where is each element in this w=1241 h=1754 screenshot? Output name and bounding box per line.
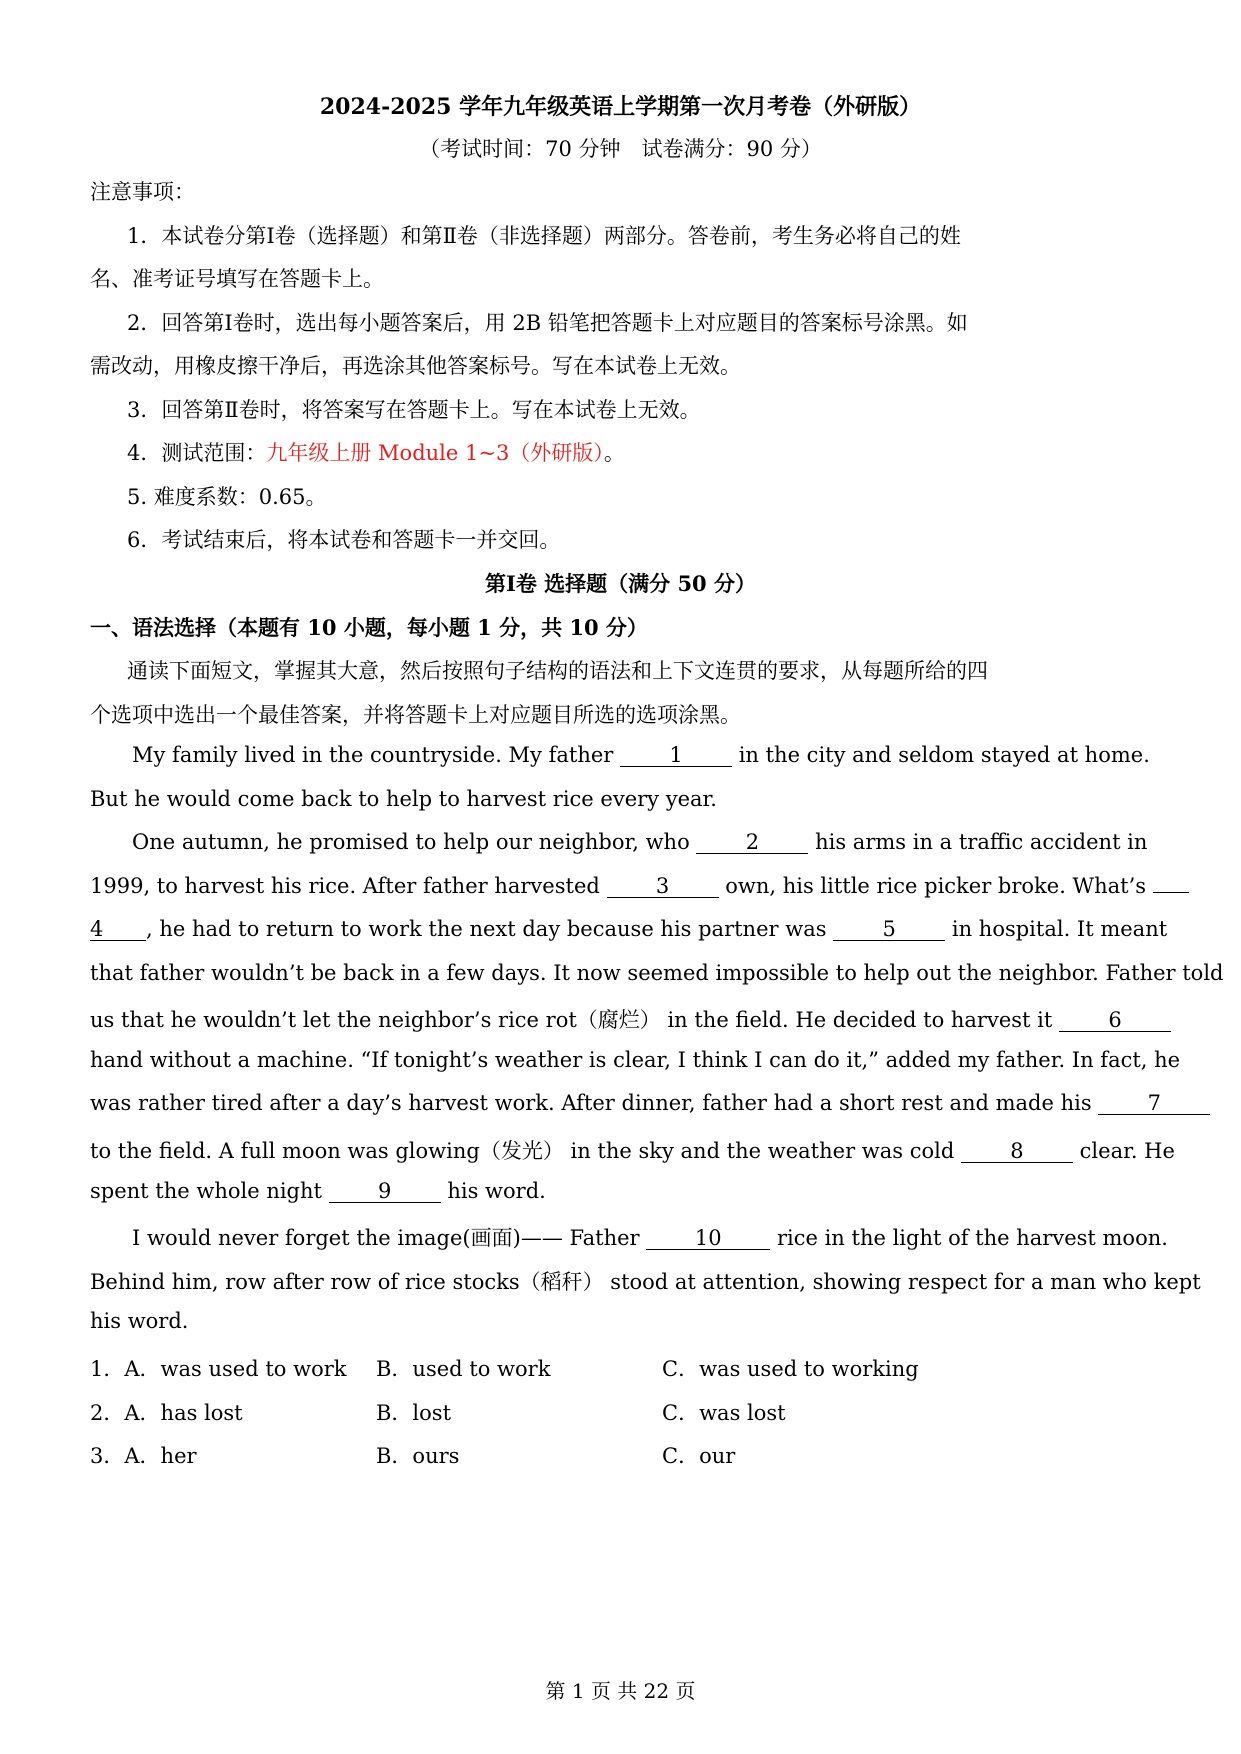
blank-10: 10 xyxy=(646,1227,770,1250)
passage-line: hand without a machine. “If tonight’s weather is clear, I think I can do it,” added my father. In fact, he xyxy=(90,1048,1181,1072)
exam-title: 2024-2025 学年九年级英语上学期第一次月考卷（外研版） xyxy=(319,94,922,120)
option-b[interactable]: B．used to work xyxy=(376,1357,551,1381)
passage-line: that father wouldn’t be back in a few days. It now seemed impossible to help out the neighbor. Father told xyxy=(90,961,1224,985)
passage-line xyxy=(90,917,1168,941)
question-number: 1． xyxy=(90,1357,125,1381)
note-item-2-line1: 2．回答第Ⅰ卷时，选出每小题答案后，用 2B 铅笔把答题卡上对应题目的答案标号涂黑。如 xyxy=(127,311,968,335)
blank-6: 6 xyxy=(1059,1009,1171,1032)
question-number: 3． xyxy=(90,1444,125,1468)
passage-line xyxy=(132,830,1194,854)
blank-7: 7 xyxy=(1098,1092,1210,1115)
blank-1: 1 xyxy=(620,744,732,767)
passage-line xyxy=(90,1179,1152,1203)
blank-5: 5 xyxy=(833,918,945,941)
passage-text: us that he wouldn’t let the neighbor’s rice rot（腐烂） in the field. He decided to harvest it xyxy=(90,1008,1053,1032)
part-heading: 一、语法选择（本题有 10 小题，每小题 1 分，共 10 分） xyxy=(90,615,648,640)
passage-line xyxy=(90,1004,1152,1034)
passage-text: his word. xyxy=(447,1179,546,1203)
note-item-6: 6．考试结束后，将本试卷和答题卡一并交回。 xyxy=(127,528,561,552)
option-b[interactable]: B．ours xyxy=(376,1444,460,1468)
passage-line xyxy=(132,1222,1194,1252)
note-item-4 xyxy=(127,437,1189,467)
passage-text: his arms in a traffic accident in xyxy=(815,830,1148,854)
passage-line: But he would come back to help to harvest rice every year. xyxy=(90,787,717,811)
passage-line: Behind him, row after row of rice stocks（稻秆） stood at attention, showing respect for a man who kept xyxy=(90,1270,1201,1294)
note-item-4-suffix: 。 xyxy=(603,441,625,465)
exam-subtitle: （考试时间：70 分钟 试卷满分：90 分） xyxy=(419,137,822,161)
passage-text: to the field. A full moon was glowing（发光） in the sky and the weather was cold xyxy=(90,1139,955,1163)
option-a[interactable]: A．was used to work xyxy=(124,1357,347,1381)
option-c[interactable]: C．was lost xyxy=(662,1401,786,1425)
question-row xyxy=(90,1353,346,1383)
option-b[interactable]: B．lost xyxy=(376,1401,452,1425)
option-c[interactable]: C．our xyxy=(662,1444,736,1468)
passage-text: 1999, to harvest his rice. After father harvested xyxy=(90,874,600,898)
passage-text: One autumn, he promised to help our neighbor, who xyxy=(132,830,690,854)
passage-line xyxy=(90,1091,1161,1115)
passage-text: rice in the light of the harvest moon. xyxy=(776,1226,1168,1250)
blank-9: 9 xyxy=(329,1180,441,1203)
blank-4-start xyxy=(1153,892,1189,893)
passage-line xyxy=(132,743,1194,767)
blank-8: 8 xyxy=(961,1140,1073,1163)
instruction-line-2: 个选项中选出一个最佳答案，并将答题卡上对应题目所选的选项涂黑。 xyxy=(90,703,741,727)
passage-text: in the city and seldom stayed at home. xyxy=(738,743,1150,767)
blank-3: 3 xyxy=(607,875,719,898)
passage-line xyxy=(90,874,1152,898)
blank-4: 4 xyxy=(90,918,146,941)
option-c[interactable]: C．was used to working xyxy=(662,1357,919,1381)
passage-text: My family lived in the countryside. My father xyxy=(132,743,614,767)
question-row xyxy=(90,1440,197,1470)
page-footer: 第 1 页 共 22 页 xyxy=(545,1679,696,1703)
notes-heading: 注意事项： xyxy=(90,180,195,204)
passage-line xyxy=(90,1135,1175,1165)
note-item-3: 3．回答第Ⅱ卷时，将答案写在答题卡上。写在本试卷上无效。 xyxy=(127,398,701,422)
passage-text: spent the whole night xyxy=(90,1179,322,1203)
note-item-1-line1: 1．本试卷分第Ⅰ卷（选择题）和第Ⅱ卷（非选择题）两部分。答卷前，考生务必将自己的姓 xyxy=(127,224,961,248)
note-item-4-prefix: 4．测试范围： xyxy=(127,441,267,465)
passage-text: clear. He xyxy=(1079,1139,1175,1163)
question-number: 2． xyxy=(90,1401,125,1425)
option-a[interactable]: A．has lost xyxy=(124,1401,243,1425)
section-heading: 第Ⅰ卷 选择题（满分 50 分） xyxy=(485,571,756,596)
passage-text: I would never forget the image(画面)—— Father xyxy=(132,1226,640,1250)
option-a[interactable]: A．her xyxy=(124,1444,197,1468)
note-item-1-line2: 名、准考证号填写在答题卡上。 xyxy=(90,267,384,291)
passage-text: own, his little rice picker broke. What’s xyxy=(725,874,1147,898)
note-item-2-line2: 需改动，用橡皮擦干净后，再选涂其他答案标号。写在本试卷上无效。 xyxy=(90,354,741,378)
question-row xyxy=(90,1397,243,1427)
blank-2: 2 xyxy=(696,831,808,854)
passage-line: his word. xyxy=(90,1309,189,1333)
passage-text: , he had to return to work the next day because his partner was xyxy=(146,917,827,941)
passage-text: in hospital. It meant xyxy=(951,917,1168,941)
passage-text: was rather tired after a day’s harvest work. After dinner, father had a short rest and made his xyxy=(90,1091,1092,1115)
note-item-5: 5. 难度系数：0.65。 xyxy=(127,485,327,509)
instruction-line-1: 通读下面短文，掌握其大意，然后按照句子结构的语法和上下文连贯的要求，从每题所给的四 xyxy=(127,659,988,683)
test-range: 九年级上册 Module 1~3（外研版） xyxy=(266,441,604,465)
